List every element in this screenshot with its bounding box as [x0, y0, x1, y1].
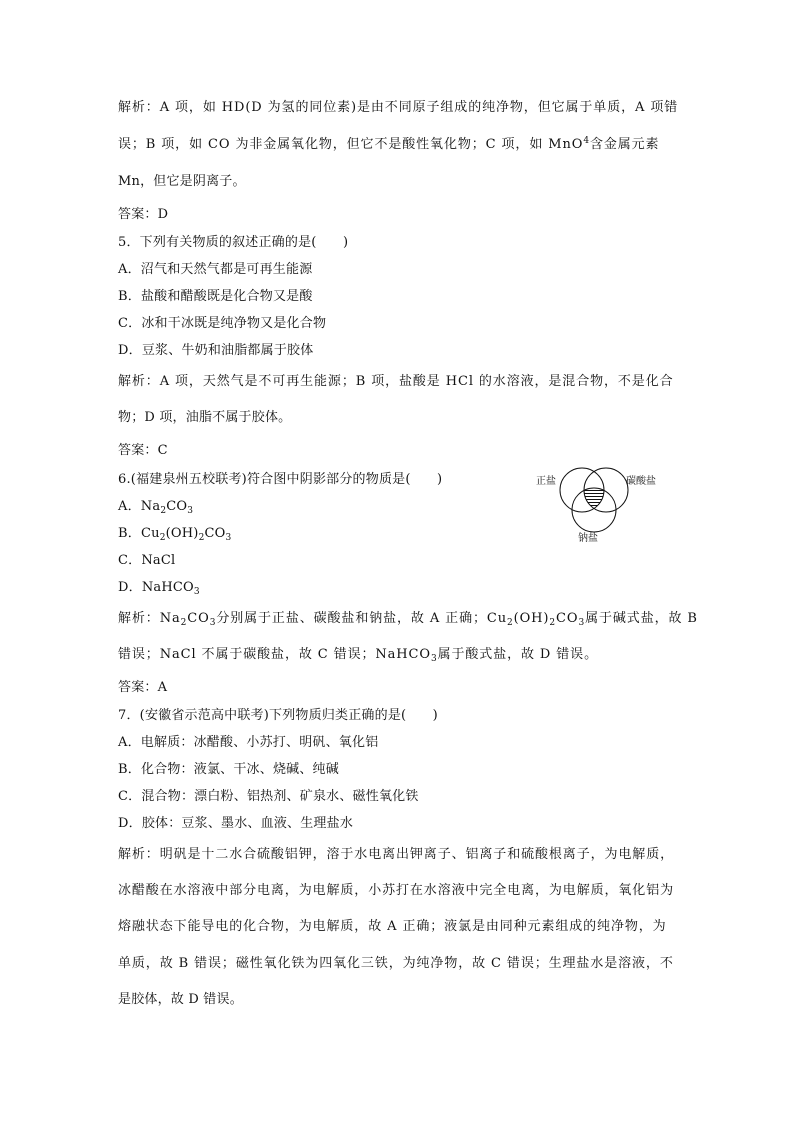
q6-stem: 6.(福建泉州五校联考)符合图中阴影部分的物质是( ) [118, 472, 443, 487]
q5-analysis-line-2: 物；D 项，油脂不属于胶体。 [118, 410, 292, 425]
q7-option-b: B．化合物：液氯、干冰、烧碱、纯碱 [118, 762, 339, 777]
q4-analysis-line-1: 解析：A 项，如 HD(D 为氢的同位素)是由不同原子组成的纯净物，但它属于单质，A 项错 [118, 100, 679, 115]
q4-analysis-line-3: Mn，但它是阴离子。 [118, 174, 246, 189]
q6-analysis-line-2: 错误；NaCl 不属于碳酸盐，故 C 错误；NaHCO$_3$属于酸式盐，故 D 错误。 [118, 647, 598, 664]
q6-option-b: B．$Cu_2(OH)_2CO_3$ [118, 526, 232, 543]
q4-answer: 答案：D [118, 207, 169, 222]
venn-diagram [530, 462, 670, 544]
q7-analysis-line-2: 冰醋酸在水溶液中部分电离，为电解质，小苏打在水溶液中完全电离，为电解质，氧化铝为 [118, 883, 675, 898]
q5-stem: 5．下列有关物质的叙述正确的是( ) [118, 235, 349, 250]
q7-analysis-line-5: 是胶体，故 D 错误。 [118, 992, 243, 1007]
q5-answer: 答案：C [118, 443, 168, 458]
q5-option-d: D．豆浆、牛奶和油脂都属于胶体 [118, 343, 314, 358]
q5-option-c: C．冰和干冰既是纯净物又是化合物 [118, 316, 327, 331]
q7-analysis-line-4: 单质，故 B 错误；磁性氧化铁为四氧化三铁，为纯净物，故 C 错误；生理盐水是溶液，不 [118, 956, 674, 971]
q7-analysis-line-3: 熔融状态下能导电的化合物，为电解质，故 A 正确；液氯是由同种元素组成的纯净物，为 [118, 919, 667, 934]
q6-option-c: C．NaCl [118, 553, 176, 568]
q7-option-c: C．混合物：漂白粉、铝热剂、矿泉水、磁性氧化铁 [118, 789, 419, 804]
q6-analysis-line-1: 解析：$Na_2CO_3$分别属于正盐、碳酸盐和钠盐，故 A 正确；$Cu_2(OH)_2CO_3$属于碱式盐，故 B [118, 611, 698, 628]
q7-option-a: A．电解质：冰醋酸、小苏打、明矾、氧化铝 [118, 735, 379, 750]
q7-option-d: D．胶体：豆浆、墨水、血液、生理盐水 [118, 816, 354, 831]
venn-label-tansuanyan: 碳酸盐 [626, 476, 656, 487]
q4-analysis-line-2: 误；B 项，如 CO 为非金属氧化物，但它不是酸性氧化物；C 项，如 MnO$^4$含金属元素 [118, 136, 660, 152]
q5-analysis-line-1: 解析：A 项，天然气是不可再生能源；B 项，盐酸是 HCl 的水溶液，是混合物，不是化合 [118, 374, 674, 389]
venn-label-nayan: 钠盐 [578, 533, 598, 544]
q5-option-b: B．盐酸和醋酸既是化合物又是酸 [118, 289, 313, 304]
q7-stem: 7．(安徽省示范高中联考)下列物质归类正确的是( ) [118, 708, 438, 723]
venn-label-zhengyan: 正盐 [536, 476, 556, 487]
q7-analysis-line-1: 解析：明矾是十二水合硫酸铝钾，溶于水电离出钾离子、铝离子和硫酸根离子，为电解质， [118, 847, 675, 862]
q6-option-a: A．$Na_2CO_3$ [118, 499, 194, 516]
q6-answer: 答案：A [118, 680, 168, 695]
q6-option-d: D．NaHCO$_3$ [118, 580, 200, 597]
q5-option-a: A．沼气和天然气都是可再生能源 [118, 262, 313, 277]
